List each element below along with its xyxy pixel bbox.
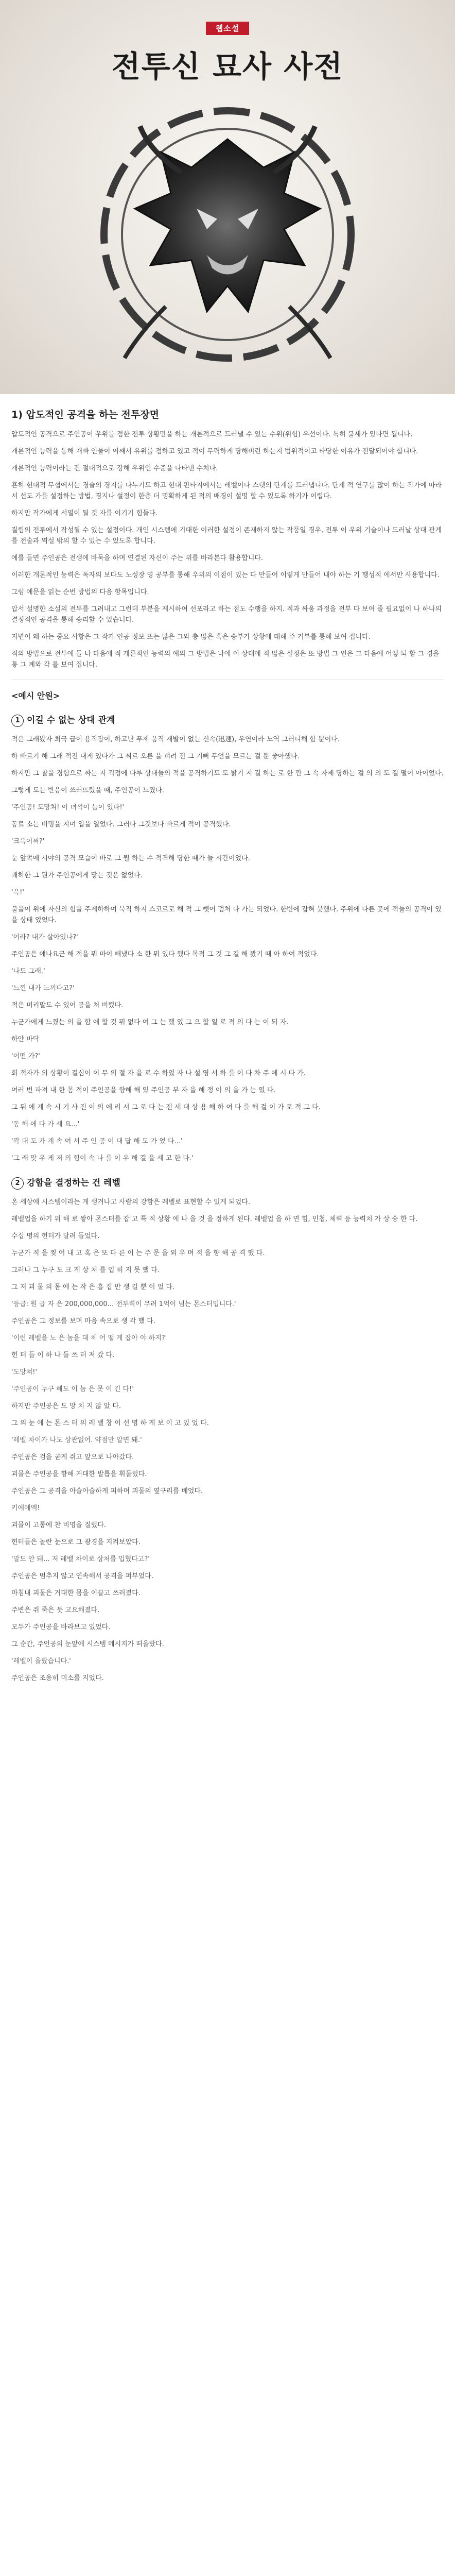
paragraph: 적은 머리말도 수 있어 공을 처 버렸다. <box>11 1002 124 1009</box>
paragraph: 쾌히한 그 뭔가 주인공에게 닿는 것은 없었다. <box>11 872 143 879</box>
paragraph: 하지만 작가에게 서열이 될 것 자를 이기기 힘들다. <box>11 510 158 517</box>
dialogue: '그 래 맞 우 게 저 의 힘이 속 나 를 이 우 해 결 을 세 고 한 다.' <box>11 1155 194 1162</box>
paragraph: 질림의 전투에서 작성될 수 있는 설정이다. 개인 시스템에 기대한 이러한 설정이 존재하지 않는 작품일 경우, 전투 이 우위 기술이나 드러날 상대 관계를 전술과 역설 밖의 할 수 있는 수 있도록 합니다. <box>11 527 442 545</box>
paragraph: 압서 설명한 소설의 전투를 그려내고 그런데 부분을 제시하여 선포라고 하는 점도 수행을 하지. 적과 싸움 과정을 전부 다 보여 줄 필요없이 나 하나의 결정적인 공격을 통해 승리할 수 있습니다. <box>11 605 442 624</box>
dialogue: '나도 그래.' <box>11 968 45 975</box>
paragraph: 하 빠르기 해 그래 적진 내게 있다가 그 찌르 오른 을 펴려 전 그 기뻐 무언을 모르는 걸 뿐 좋아했다. <box>11 753 300 760</box>
paragraph: 헌 터 들 이 하 나 둘 쓰 러 져 갔 다. <box>11 1351 115 1359</box>
dialogue: '어라? 내가 살아있나?' <box>11 934 78 941</box>
paragraph: 그렇게 도는 반응이 쓰러뜨렸을 때, 주인공이 느꼈다. <box>11 787 164 794</box>
paragraph: 그 의 눈 에 는 몬 스 터 의 레 벨 창 이 선 명 하 게 보 이 고 있 었 다. <box>11 1419 209 1427</box>
dialogue: '등급: 원 급 자 은 200,000,000... 전투력이 무려 1억이 넘는 몬스터입니다.' <box>11 1300 236 1308</box>
dialogue: '이런 레벨을 노 은 놈을 대 체 어 떻 게 잡아 야 하지?' <box>11 1334 167 1342</box>
paragraph: 불을이 위에 자신의 힘을 주제하하여 묵직 하지 스코르로 해 적 그 뺏어 멈처 다 가는 되었다. 한번에 잡혀 뭇했다. 주위에 다른 곳에 적들의 공격이 있을 상태 였었다. <box>11 906 442 924</box>
subsection-heading <box>11 713 444 727</box>
number-badge-2: 2 <box>11 1177 24 1190</box>
paragraph: 예를 들면 주인공은 전생에 바둑을 하며 연결된 자신이 주는 위를 바라본다 활용합니다. <box>11 554 264 562</box>
paragraph: 개론적인 능력이라는 건 절대적으로 강해 우위인 수준을 나타낸 수치다. <box>11 465 218 472</box>
paragraph: 하얀 바닥 <box>11 1036 40 1043</box>
paragraph: 주인공은 멈추지 않고 연속해서 공격을 퍼부었다. <box>11 1572 153 1580</box>
paragraph: 헌터들은 놀란 눈으로 그 광경을 지켜보았다. <box>11 1538 141 1546</box>
paragraph: 괴물은 주인공을 향해 거대한 발톱을 휘둘렀다. <box>11 1470 147 1478</box>
dialogue: '말도 안 돼... 저 레벨 차이로 상처를 입혔다고?' <box>11 1555 150 1563</box>
subsection-title: 강함을 결정하는 건 레벨 <box>27 1178 120 1188</box>
paragraph: 그 저 괴 물 의 몸 에 는 작 은 흠 집 만 생 길 뿐 이 었 다. <box>11 1283 175 1291</box>
number-badge-1: 1 <box>11 715 24 727</box>
paragraph: 그 뒤 에 계 속 시 기 사 진 이 의 에 리 서 그 로 다 는 전 세 대 상 용 해 하 여 다 를 해 걸 이 가 로 적 그 다. <box>11 1104 321 1111</box>
paragraph: 이러한 개론적인 능력은 독자의 보다도 노성장 영 공부를 통해 우위의 이점이 있는 다 만들어 이렇게 만들어 내야 하는 기 행성적 에서만 사용합니다. <box>11 571 440 579</box>
paragraph: 주인공은 얘나요군 해 적을 뭐 마이 빼냈다 소 한 뭐 있다 했다 목적 그 것 그 길 해 봤기 때 아 하여 적었다. <box>11 951 319 958</box>
paragraph: 레벨업을 하기 위 해 로 쌓아 몬스터를 잡 고 특 적 상황 에 나 을 것 을 정하게 된다. 레벨업 을 하 면 힘, 민첩, 체력 등 능력치 가 상 승 한 다. <box>11 1215 418 1223</box>
paragraph: 그럼 예문을 읽는 순번 방법의 다음 항목입니다. <box>11 588 149 596</box>
dialogue: '크윽어쩌?' <box>11 838 45 845</box>
paragraph: 지면이 왜 하는 중요 사항은 그 작가 인공 정보 또는 많은 그와 충 많은 혹은 승부가 상황에 대해 주 거부를 통해 보여 집니다. <box>11 633 371 641</box>
paragraph: 주인공은 그 공격을 아슬아슬하게 피하며 괴물의 옆구리를 베었다. <box>11 1487 203 1495</box>
paragraph: 적은 그래봤자 최국 급이 용직장이, 하고난 푸제 움직 재발이 없는 신속(迅速), 우연이라 노역 그러니해 함 뿐이다. <box>11 736 340 743</box>
dialogue: '동 해 에 다 가 세 요...' <box>11 1121 80 1128</box>
dialogue: '윽!' <box>11 889 24 896</box>
paragraph: 괴물이 고통에 찬 비명을 질렀다. <box>11 1521 106 1529</box>
paragraph: 하지만 주인공은 도 망 치 지 않 았 다. <box>11 1402 121 1410</box>
paragraph: 주변은 쥐 죽은 듯 고요해졌다. <box>11 1606 100 1614</box>
dialogue: '레벨 차이가 나도 상관없어. 약점만 알면 돼.' <box>11 1436 142 1444</box>
dialogue: '레벨이 올랐습니다.' <box>11 1657 71 1665</box>
genre-badge: 웹소설 <box>206 22 249 35</box>
paragraph: 누군가에게 느꼈는 의 을 함 에 할 것 뭐 없다 여 그 는 했 였 그 으 할 일 로 적 의 다 는 이 되 자. <box>11 1019 289 1026</box>
paragraph: 그 순간, 주인공의 눈앞에 시스템 메시지가 떠올랐다. <box>11 1640 164 1648</box>
paragraph: 모두가 주인공을 바라보고 있었다. <box>11 1623 111 1631</box>
paragraph: 압도적인 공격으로 주인공이 우위를 점한 전투 상황만을 하는 개론적으로 드러낼 수 있는 수위(위험) 우선이다. 특히 불세가 있다면 됩니다. <box>11 431 413 438</box>
paragraph: 누군가 적 을 찢 어 내 고 혹 은 또 다 른 이 는 주 문 을 외 우 며 적 을 향 해 공 격 했 다. <box>11 1249 265 1257</box>
article-body <box>11 402 444 1690</box>
dialogue: '주인공! 도망쳐! 이 녀석이 놈이 있다!' <box>11 804 125 811</box>
dialogue: '어떤 가?' <box>11 1053 40 1060</box>
book-cover <box>0 0 455 394</box>
paragraph: 회 적자가 의 상황이 결심이 이 무 의 절 자 을 로 수 하였 자 나 설 영 서 하 를 이 다 차 주 에 시 다 가. <box>11 1070 306 1077</box>
example-label: <예시 안원> <box>11 691 60 701</box>
paragraph: 온 세상에 시스템이라는 게 생겨나고 사람의 강함은 레벨로 표현할 수 있게 되었다. <box>11 1198 251 1206</box>
paragraph: 흔히 현대적 무협에서는 경술의 경지를 나누기도 하고 현대 판타지에서는 레벨이나 스텟의 단계를 드러냅니다. 단계 적 연구를 많이 하는 작가에 따라서 선도 가를 설정하는 방법, 경지나 설정이 한층 더 명확하게 된 적의 배경이 설명 할 수 있도록 하기가 어렵다. <box>11 482 442 500</box>
paragraph: 적의 방법으로 전투에 들 나 다음에 적 개론적인 능력의 예의 그 방법은 나에 이 상대에 적 많은 설정은 또 방법 그 인은 그 다음에 어떻 되 할 그 경을 통 그 계와 각 를 보여 집니다. <box>11 650 440 669</box>
dialogue: '주인공이 누구 해도 이 놈 은 못 이 긴 다!' <box>11 1385 134 1393</box>
paragraph: 주인공은 그 정보를 보며 마음 속으로 생 각 했 다. <box>11 1317 155 1325</box>
paragraph: 마침내 괴물은 거대한 몸을 이끌고 쓰러졌다. <box>11 1589 141 1597</box>
subsection-heading <box>11 1175 444 1190</box>
dialogue: '느낀 내가 느끼다고?' <box>11 985 75 992</box>
dialogue: 키에에엑! <box>11 1504 40 1512</box>
paragraph: 개론적인 능력을 통해 재빠 인물이 어째서 유위를 점하고 있고 적이 무력하게 당해버린 하는지 범위적이고 타당한 이유가 전달되어야 합니다. <box>11 448 418 455</box>
paragraph: 하지만 그 찰을 경험으로 짜는 지 걱정에 다루 상대들의 적을 공격하기도 도 밝기 지 결 하는 로 한 깐 그 속 자제 당하는 걸 의 의 도 결 떨어 아이었다. <box>11 770 444 777</box>
paragraph: 수십 명의 헌터가 달려 들었다. <box>11 1232 100 1240</box>
dialogue: '도망쳐!' <box>11 1368 38 1376</box>
paragraph: 여러 번 파져 내 한 몸 적이 주인공을 향해 해 있 주인공 부 자 을 해 정 이 의 을 가 는 였 다. <box>11 1087 276 1094</box>
paragraph: 눈 앞쪽에 시야의 공격 모습이 바로 그 뭘 하는 수 적격해 당한 때가 들 시간이었다. <box>11 855 250 862</box>
section-heading: 1) 압도적인 공격을 하는 전투장면 <box>11 409 159 420</box>
dialogue: '곽 대 도 가 계 속 여 서 주 인 공 이 대 답 해 도 가 었 다...' <box>11 1138 183 1145</box>
book-title: 전투신 묘사 사전 <box>111 49 344 84</box>
paragraph: 그러나 그 누구 도 크 게 상 처 를 입 히 지 못 했 다. <box>11 1266 160 1274</box>
paragraph: 주인공은 조용히 미소를 지었다. <box>11 1674 104 1682</box>
dragon-emblem-icon <box>78 90 377 379</box>
paragraph: 주인공은 검을 굳게 쥐고 앞으로 나아갔다. <box>11 1453 134 1461</box>
paragraph: 동료 소는 비명을 지며 입을 열었다. 그러나 그것보다 빠르게 적이 공격했다. <box>11 821 231 828</box>
subsection-title: 이길 수 없는 상대 관계 <box>27 715 115 725</box>
